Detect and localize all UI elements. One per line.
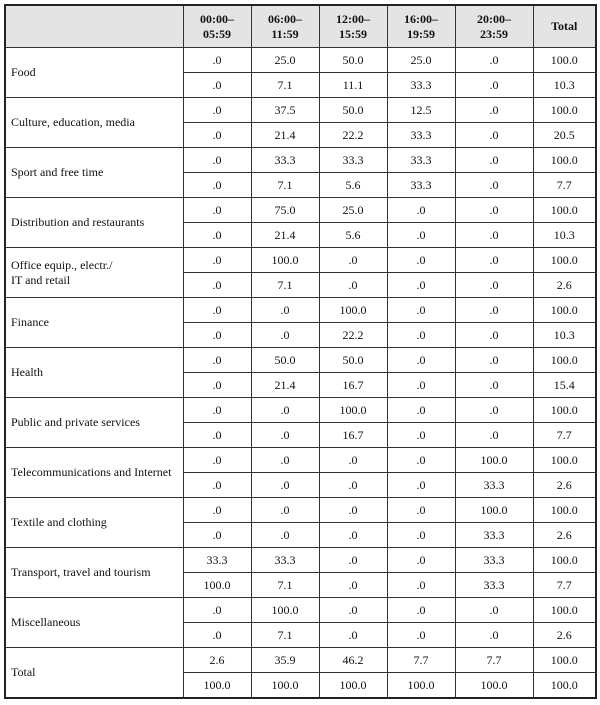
table-cell: .0 xyxy=(455,398,533,423)
table-row xyxy=(5,48,596,73)
table-row xyxy=(5,98,596,123)
table-cell: .0 xyxy=(455,123,533,148)
row-label: Health xyxy=(5,348,183,398)
table-cell: 46.2 xyxy=(319,648,387,673)
table-row xyxy=(5,198,596,223)
table-cell: 25.0 xyxy=(319,198,387,223)
table-cell: 100.0 xyxy=(319,298,387,323)
table-cell: 33.3 xyxy=(387,148,455,173)
table-cell: .0 xyxy=(455,373,533,398)
table-cell: 100.0 xyxy=(533,548,596,573)
row-label: Finance xyxy=(5,298,183,348)
table-cell: .0 xyxy=(251,398,319,423)
table-cell: 100.0 xyxy=(533,598,596,623)
table-cell: .0 xyxy=(183,323,251,348)
table-cell: 16.7 xyxy=(319,373,387,398)
table-cell: .0 xyxy=(319,473,387,498)
table-cell: .0 xyxy=(455,173,533,198)
table-cell: 100.0 xyxy=(455,498,533,523)
table-cell: 33.3 xyxy=(387,173,455,198)
table-cell: 100.0 xyxy=(183,573,251,598)
table-cell: 100.0 xyxy=(533,148,596,173)
table-cell: 35.9 xyxy=(251,648,319,673)
table-cell: .0 xyxy=(319,623,387,648)
table-cell: .0 xyxy=(387,548,455,573)
table-cell: 50.0 xyxy=(319,348,387,373)
column-header: 20:00– 23:59 xyxy=(455,5,533,48)
row-label: Culture, education, media xyxy=(5,98,183,148)
table-cell: 100.0 xyxy=(533,198,596,223)
table-cell: 100.0 xyxy=(533,248,596,273)
table-cell: 20.5 xyxy=(533,123,596,148)
row-label: Food xyxy=(5,48,183,98)
table-cell: .0 xyxy=(387,423,455,448)
table-body xyxy=(5,48,596,699)
table-cell: 7.7 xyxy=(533,173,596,198)
table-row xyxy=(5,348,596,373)
row-label: Telecommunications and Internet xyxy=(5,448,183,498)
table-cell: .0 xyxy=(183,198,251,223)
table-cell: .0 xyxy=(387,498,455,523)
table-row xyxy=(5,648,596,673)
table-cell: 33.3 xyxy=(455,573,533,598)
table-cell: 100.0 xyxy=(533,98,596,123)
table-cell: .0 xyxy=(183,73,251,98)
table-cell: .0 xyxy=(183,123,251,148)
data-table xyxy=(4,4,597,699)
table-cell: 100.0 xyxy=(533,48,596,73)
row-label: Distribution and restaurants xyxy=(5,198,183,248)
table-row xyxy=(5,248,596,273)
table-cell: .0 xyxy=(455,298,533,323)
table-cell: 50.0 xyxy=(319,48,387,73)
table-cell: .0 xyxy=(387,523,455,548)
table-cell: 100.0 xyxy=(533,448,596,473)
table-cell: 7.7 xyxy=(455,648,533,673)
table-cell: 2.6 xyxy=(183,648,251,673)
table-cell: .0 xyxy=(183,623,251,648)
table-cell: .0 xyxy=(455,223,533,248)
table-cell: 33.3 xyxy=(183,548,251,573)
table-cell: 33.3 xyxy=(455,548,533,573)
table-cell: .0 xyxy=(183,523,251,548)
table-cell: .0 xyxy=(183,348,251,373)
table-cell: .0 xyxy=(183,298,251,323)
table-cell: .0 xyxy=(251,498,319,523)
table-cell: .0 xyxy=(183,248,251,273)
table-cell: .0 xyxy=(387,473,455,498)
table-cell: 22.2 xyxy=(319,123,387,148)
table-cell: 2.6 xyxy=(533,273,596,298)
table-cell: 7.7 xyxy=(387,648,455,673)
table-cell: .0 xyxy=(319,598,387,623)
table-row xyxy=(5,148,596,173)
table-cell: 100.0 xyxy=(533,498,596,523)
row-label: Sport and free time xyxy=(5,148,183,198)
table-cell: .0 xyxy=(455,98,533,123)
table-cell: .0 xyxy=(251,323,319,348)
table-cell: .0 xyxy=(387,398,455,423)
table-cell: .0 xyxy=(183,48,251,73)
table-cell: 33.3 xyxy=(319,148,387,173)
table-cell: .0 xyxy=(455,323,533,348)
table-cell: 5.6 xyxy=(319,173,387,198)
table-cell: .0 xyxy=(387,298,455,323)
table-cell: 2.6 xyxy=(533,523,596,548)
table-cell: .0 xyxy=(319,548,387,573)
table-cell: 25.0 xyxy=(387,48,455,73)
table-cell: .0 xyxy=(455,273,533,298)
table-cell: .0 xyxy=(455,48,533,73)
column-header: 00:00– 05:59 xyxy=(183,5,251,48)
table-cell: .0 xyxy=(319,448,387,473)
table-header xyxy=(5,5,596,48)
table-cell: 33.3 xyxy=(387,123,455,148)
table-cell: .0 xyxy=(455,73,533,98)
table-cell: .0 xyxy=(251,448,319,473)
table-row xyxy=(5,598,596,623)
table-cell: .0 xyxy=(183,423,251,448)
table-cell: .0 xyxy=(387,198,455,223)
table-row xyxy=(5,548,596,573)
table-cell: .0 xyxy=(387,348,455,373)
row-label: Total xyxy=(5,648,183,699)
table-cell: 25.0 xyxy=(251,48,319,73)
column-header: 12:00– 15:59 xyxy=(319,5,387,48)
table-cell: .0 xyxy=(387,598,455,623)
table-cell: 2.6 xyxy=(533,473,596,498)
table-cell: 5.6 xyxy=(319,223,387,248)
table-cell: 11.1 xyxy=(319,73,387,98)
table-cell: .0 xyxy=(387,223,455,248)
table-cell: .0 xyxy=(183,223,251,248)
table-cell: .0 xyxy=(387,248,455,273)
table-cell: .0 xyxy=(387,623,455,648)
header-corner xyxy=(5,5,183,48)
row-label: Miscellaneous xyxy=(5,598,183,648)
table-cell: .0 xyxy=(183,398,251,423)
table-cell: .0 xyxy=(455,623,533,648)
column-header: 06:00– 11:59 xyxy=(251,5,319,48)
table-cell: 50.0 xyxy=(319,98,387,123)
table-cell: 100.0 xyxy=(533,398,596,423)
table-cell: 75.0 xyxy=(251,198,319,223)
table-cell: .0 xyxy=(455,148,533,173)
table-cell: .0 xyxy=(183,273,251,298)
table-cell: .0 xyxy=(455,423,533,448)
table-cell: .0 xyxy=(183,173,251,198)
table-cell: 33.3 xyxy=(251,148,319,173)
table-cell: 100.0 xyxy=(183,673,251,699)
table-cell: 12.5 xyxy=(387,98,455,123)
table-cell: 100.0 xyxy=(533,348,596,373)
table-cell: 33.3 xyxy=(455,473,533,498)
column-header: 16:00– 19:59 xyxy=(387,5,455,48)
table-row xyxy=(5,498,596,523)
table-cell: 33.3 xyxy=(387,73,455,98)
table-cell: 100.0 xyxy=(455,673,533,699)
table-cell: 100.0 xyxy=(533,648,596,673)
table-cell: .0 xyxy=(183,473,251,498)
table-cell: 10.3 xyxy=(533,323,596,348)
table-cell: .0 xyxy=(251,523,319,548)
row-label: Public and private services xyxy=(5,398,183,448)
table-cell: .0 xyxy=(251,473,319,498)
header-row xyxy=(5,5,596,48)
table-cell: .0 xyxy=(387,373,455,398)
table-cell: .0 xyxy=(183,498,251,523)
table-cell: 21.4 xyxy=(251,123,319,148)
table-cell: 7.1 xyxy=(251,623,319,648)
table-cell: 10.3 xyxy=(533,73,596,98)
table-row xyxy=(5,298,596,323)
table-cell: 33.3 xyxy=(251,548,319,573)
table-cell: .0 xyxy=(183,98,251,123)
table-cell: .0 xyxy=(319,523,387,548)
table-cell: 21.4 xyxy=(251,223,319,248)
column-header: Total xyxy=(533,5,596,48)
table-cell: 100.0 xyxy=(251,248,319,273)
table-cell: 22.2 xyxy=(319,323,387,348)
table-cell: 7.7 xyxy=(533,423,596,448)
table-cell: 100.0 xyxy=(533,298,596,323)
table-cell: 100.0 xyxy=(387,673,455,699)
table-cell: 10.3 xyxy=(533,223,596,248)
row-label: Textile and clothing xyxy=(5,498,183,548)
table-cell: 16.7 xyxy=(319,423,387,448)
table-row xyxy=(5,398,596,423)
table-cell: .0 xyxy=(387,323,455,348)
table-cell: 37.5 xyxy=(251,98,319,123)
table-cell: .0 xyxy=(387,573,455,598)
table-cell: .0 xyxy=(455,248,533,273)
table-cell: .0 xyxy=(183,448,251,473)
table-cell: 100.0 xyxy=(319,398,387,423)
row-label: Office equip., electr./ IT and retail xyxy=(5,248,183,298)
table-cell: .0 xyxy=(251,298,319,323)
table-cell: 21.4 xyxy=(251,373,319,398)
table-cell: 15.4 xyxy=(533,373,596,398)
table-cell: 100.0 xyxy=(455,448,533,473)
table-cell: .0 xyxy=(387,273,455,298)
table-cell: .0 xyxy=(183,598,251,623)
table-cell: .0 xyxy=(319,498,387,523)
table-cell: 50.0 xyxy=(251,348,319,373)
table-cell: 7.7 xyxy=(533,573,596,598)
table-cell: 100.0 xyxy=(251,598,319,623)
table-cell: 7.1 xyxy=(251,173,319,198)
table-cell: .0 xyxy=(251,423,319,448)
table-cell: .0 xyxy=(455,598,533,623)
table-cell: 7.1 xyxy=(251,573,319,598)
table-cell: 100.0 xyxy=(533,673,596,699)
table-cell: .0 xyxy=(455,198,533,223)
table-row xyxy=(5,448,596,473)
table-cell: .0 xyxy=(387,448,455,473)
table-container xyxy=(4,4,597,699)
table-cell: .0 xyxy=(319,573,387,598)
table-cell: 100.0 xyxy=(319,673,387,699)
table-cell: 2.6 xyxy=(533,623,596,648)
table-cell: .0 xyxy=(319,273,387,298)
table-cell: 7.1 xyxy=(251,273,319,298)
table-cell: .0 xyxy=(455,348,533,373)
row-label: Transport, travel and tourism xyxy=(5,548,183,598)
table-cell: 7.1 xyxy=(251,73,319,98)
table-cell: .0 xyxy=(183,373,251,398)
table-cell: .0 xyxy=(319,248,387,273)
table-cell: .0 xyxy=(183,148,251,173)
table-cell: 100.0 xyxy=(251,673,319,699)
table-cell: 33.3 xyxy=(455,523,533,548)
